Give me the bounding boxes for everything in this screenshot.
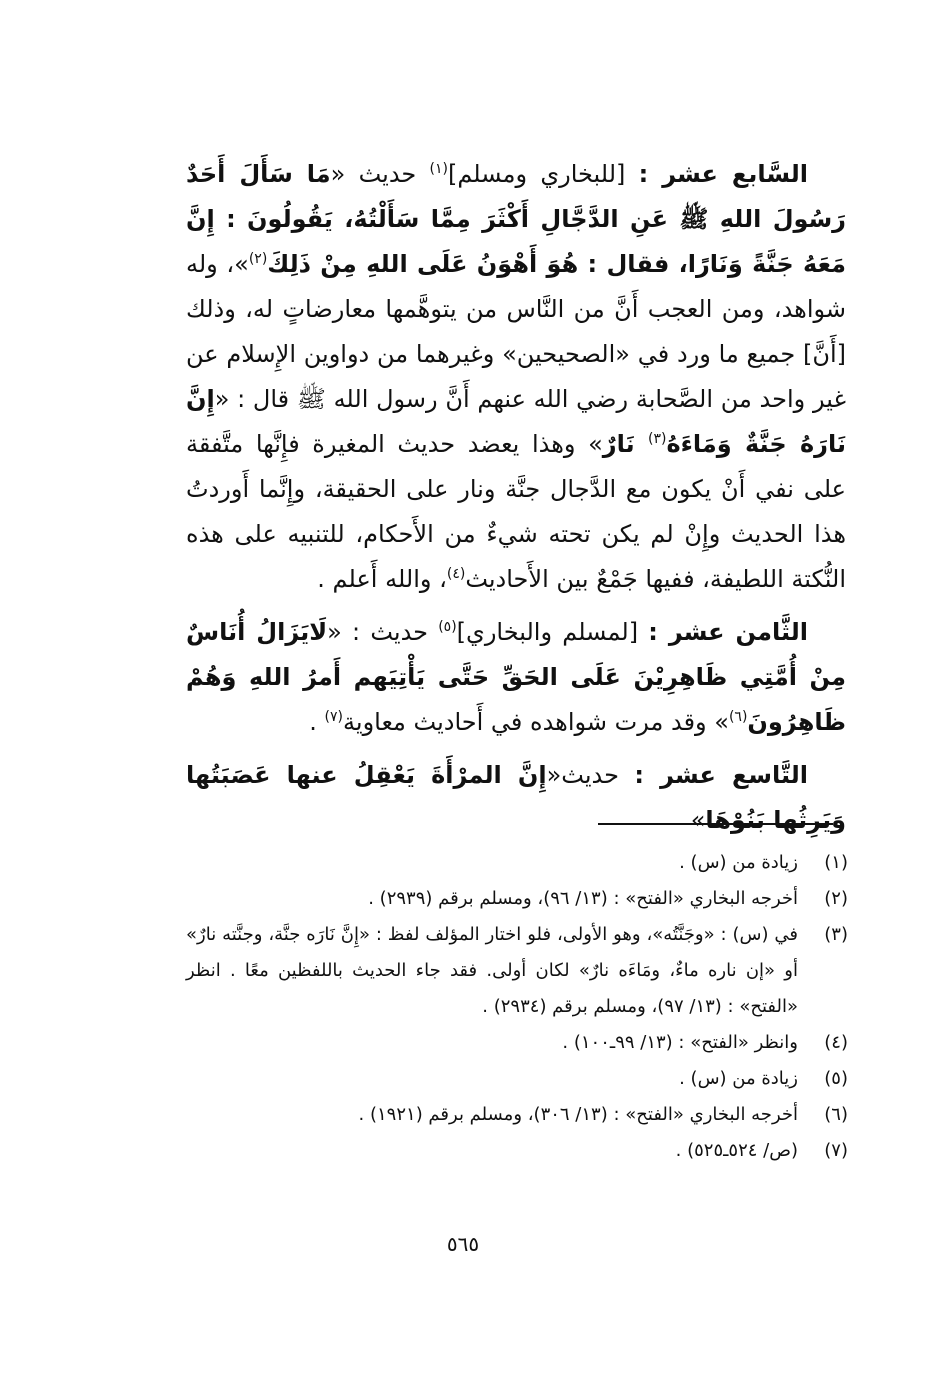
footnote-text: زيادة من (س) . xyxy=(679,852,798,873)
footnote-item xyxy=(186,881,848,917)
footnote-separator xyxy=(598,823,833,825)
paragraph-seventeenth xyxy=(186,152,846,602)
footnote-number: (٦) xyxy=(824,1104,848,1125)
footnote-ref[interactable]: (٣) xyxy=(647,431,667,447)
hadith-intro: حديث « xyxy=(330,160,430,188)
footnote-text: (ص/ ٥٢٤ـ٥٢٥) . xyxy=(675,1140,798,1161)
footnote-number: (٤) xyxy=(824,1032,848,1053)
hadith-intro: حديث : « xyxy=(327,618,439,646)
footnote-ref[interactable]: (٢) xyxy=(248,251,268,267)
footnote-ref[interactable]: (٧) xyxy=(324,709,344,725)
footnote-item xyxy=(186,1097,848,1133)
footnote-item xyxy=(186,1133,848,1169)
paragraph-lead: السَّابع عشر : xyxy=(638,160,809,188)
footnote-item xyxy=(186,1061,848,1097)
hadith-intro: حديث« xyxy=(546,761,635,789)
footnote-text: وانظر «الفتح» : (١٣/ ٩٩ـ١٠٠) . xyxy=(562,1032,798,1053)
footnote-ref[interactable]: (٤) xyxy=(446,566,466,582)
footnote-ref[interactable]: (١) xyxy=(429,161,448,177)
footnote-item xyxy=(186,1025,848,1061)
footnote-text: في (س) : «وجَنَّتُه»، وهو الأولى، فلو اختار المؤلف لفظ : «إِنَّ نَارَه جنَّة، وجنَّته نارٌ» أو «إن ناره ماءٌ، ومَاءَه نارٌ» لكان أولى. فقد جاء الحديث باللفظين معًا . انظر «الفتح» : (١٣/ ٩٧)، ومسلم برقم (٢٩٣٤) . xyxy=(186,924,798,1017)
body-text: ، والله أَعلم . xyxy=(317,565,447,593)
footnote-text: أخرجه البخاري «الفتح» : (١٣/ ٣٠٦)، ومسلم برقم (١٩٢١) . xyxy=(358,1104,798,1125)
main-text xyxy=(186,152,846,851)
page-number: ٥٦٥ xyxy=(446,1232,480,1256)
footnote-item xyxy=(186,917,848,1025)
footnote-number: (٥) xyxy=(824,1068,848,1089)
body-text: . xyxy=(309,708,325,736)
footnote-item xyxy=(186,845,848,881)
footnote-text: أخرجه البخاري «الفتح» : (١٣/ ٩٦)، ومسلم برقم (٢٩٣٩) . xyxy=(368,888,798,909)
paragraph-nineteenth xyxy=(186,753,846,843)
hadith-text: لَايَزَالُ أُنَاسٌ مِنْ أُمَّتِي ظَاهِرِيْنَ عَلَى الحَقِّ حَتَّى يَأْتِيَهم أَمرُ اللهِ وَهُمْ ظَاهِرُونَ xyxy=(186,618,846,736)
footnote-number: (٧) xyxy=(824,1140,848,1161)
paragraph-lead: الثَّامن عشر : xyxy=(648,618,808,646)
footnote-text: زيادة من (س) . xyxy=(679,1068,798,1089)
paragraph-lead: التَّاسع عشر : xyxy=(634,761,809,789)
footnote-number: (٢) xyxy=(824,888,848,909)
footnote-ref[interactable]: (٦) xyxy=(728,709,748,725)
hadith-text: إِنَّ المرْأَةَ يَعْقِلُ عنها عَصَبَتُها وَيَرِثُها بَنُوْهَا xyxy=(186,761,846,834)
footnote-number: (١) xyxy=(824,852,848,873)
paragraph-eighteenth xyxy=(186,610,846,745)
footnote-ref[interactable]: (٥) xyxy=(438,619,457,635)
hadith-text: مَا سَأَلَ أَحَدٌ رَسُولَ اللهِ ﷺ عَنِ الدَّجَّالِ أَكْثَرَ مِمَّا سَأَلْتُهُ، يَقُولُونَ : إِنَّ مَعَهُ جَنَّةً وَنَارًا، فقال : هُوَ أَهْوَنُ عَلَى اللهِ مِنْ ذَلِكَ xyxy=(186,160,847,278)
hadith-text: نَارٌ xyxy=(602,430,648,458)
body-text: »، وله شواهد، ومن العجب أَنَّ من النَّاس من يتوهَّمها معارضاتٍ له، وذلك [أَنَّ] جميع ما ورد في «الصحيحين» وغيرهما من دواوين الإِسلام عن غير واحد من الصَّحابة رضي الله عنهم أَنَّ رسول الله ﷺ قال : « xyxy=(186,250,846,413)
hadith-text: إِنَّ نَارَهُ جَنَّةٌ وَمَاءَهُ xyxy=(186,385,846,458)
source-bracket: [للبخاري ومسلم] xyxy=(447,160,639,188)
footnotes xyxy=(186,845,848,1169)
footnote-number: (٣) xyxy=(824,924,848,945)
source-bracket: [لمسلم والبخاري] xyxy=(456,618,649,646)
body-text: » وهذا يعضد حديث المغيرة فإِنَّها متَّفقة على نفي أَنْ يكون مع الدَّجال جنَّة ونار على الحقيقة، وإِنَّما أَوردتُ هذا الحديث وإِنْ لم يكن تحته شيءٌ من الأَحكام، للتنبيه على هذه النُّكتة اللطيفة، ففيها جَمْعٌ بين الأَحاديث xyxy=(186,430,846,593)
body-text: » xyxy=(690,806,706,834)
body-text: » وقد مرت شواهده في أَحاديث معاوية xyxy=(343,708,729,736)
